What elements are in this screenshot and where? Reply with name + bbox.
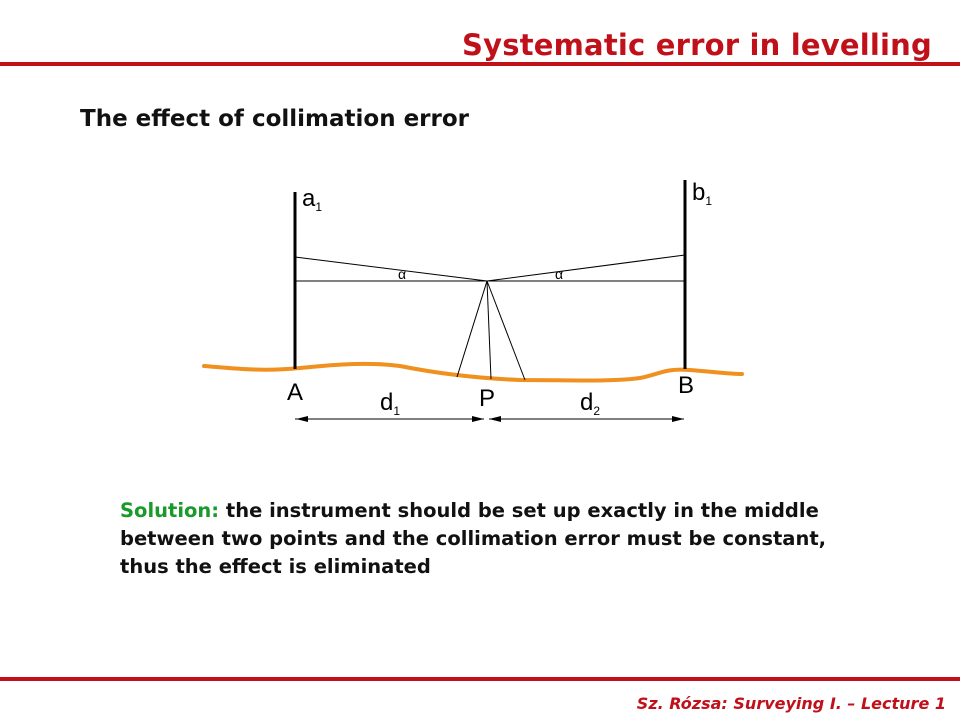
arrowhead-d2-right xyxy=(672,416,684,422)
reading-b1-label xyxy=(692,179,712,208)
reading-a1-label xyxy=(302,185,322,214)
footer-credit: Sz. Rózsa: Surveying I. – Lecture 1 xyxy=(636,694,946,713)
inclined-sight-left xyxy=(295,257,487,281)
point-p-label: P xyxy=(479,385,496,412)
collimation-error-diagram xyxy=(0,160,960,460)
angle-right-label: α xyxy=(555,266,564,282)
distance-d1-label xyxy=(380,389,400,418)
solution-label: Solution: xyxy=(120,499,220,522)
point-a-label: A xyxy=(287,379,304,406)
point-b-label: B xyxy=(678,372,695,399)
arrowhead-d2-left xyxy=(489,416,501,422)
arrowhead-d1-right xyxy=(472,416,484,422)
distance-d2-sub: 2 xyxy=(593,404,601,418)
arrowhead-d1-left xyxy=(296,416,308,422)
footer-divider xyxy=(0,677,960,681)
slide-subtitle: The effect of collimation error xyxy=(80,106,470,132)
distance-d2-main: d xyxy=(580,389,594,416)
inclined-sight-right xyxy=(487,255,685,281)
distance-d1-sub: 1 xyxy=(393,404,401,418)
solution-text: the instrument should be set up exactly in the middle between two points and the collimation error must be constant, thus the effect is eliminated xyxy=(120,499,827,578)
distance-d1-main: d xyxy=(380,389,394,416)
tripod-leg-left xyxy=(457,281,487,377)
solution-paragraph xyxy=(120,497,840,581)
reading-b-main: b xyxy=(692,179,706,206)
ground-line xyxy=(204,364,742,381)
slide-title: Systematic error in levelling xyxy=(462,28,932,62)
title-divider xyxy=(0,62,960,66)
reading-a-main: a xyxy=(302,185,316,212)
distance-d2-label xyxy=(580,389,600,418)
reading-b-sub: 1 xyxy=(705,194,713,208)
tripod-leg-right xyxy=(487,281,525,380)
reading-a-sub: 1 xyxy=(315,200,323,214)
angle-left-label: α xyxy=(398,266,407,282)
tripod-leg-center xyxy=(487,281,491,379)
